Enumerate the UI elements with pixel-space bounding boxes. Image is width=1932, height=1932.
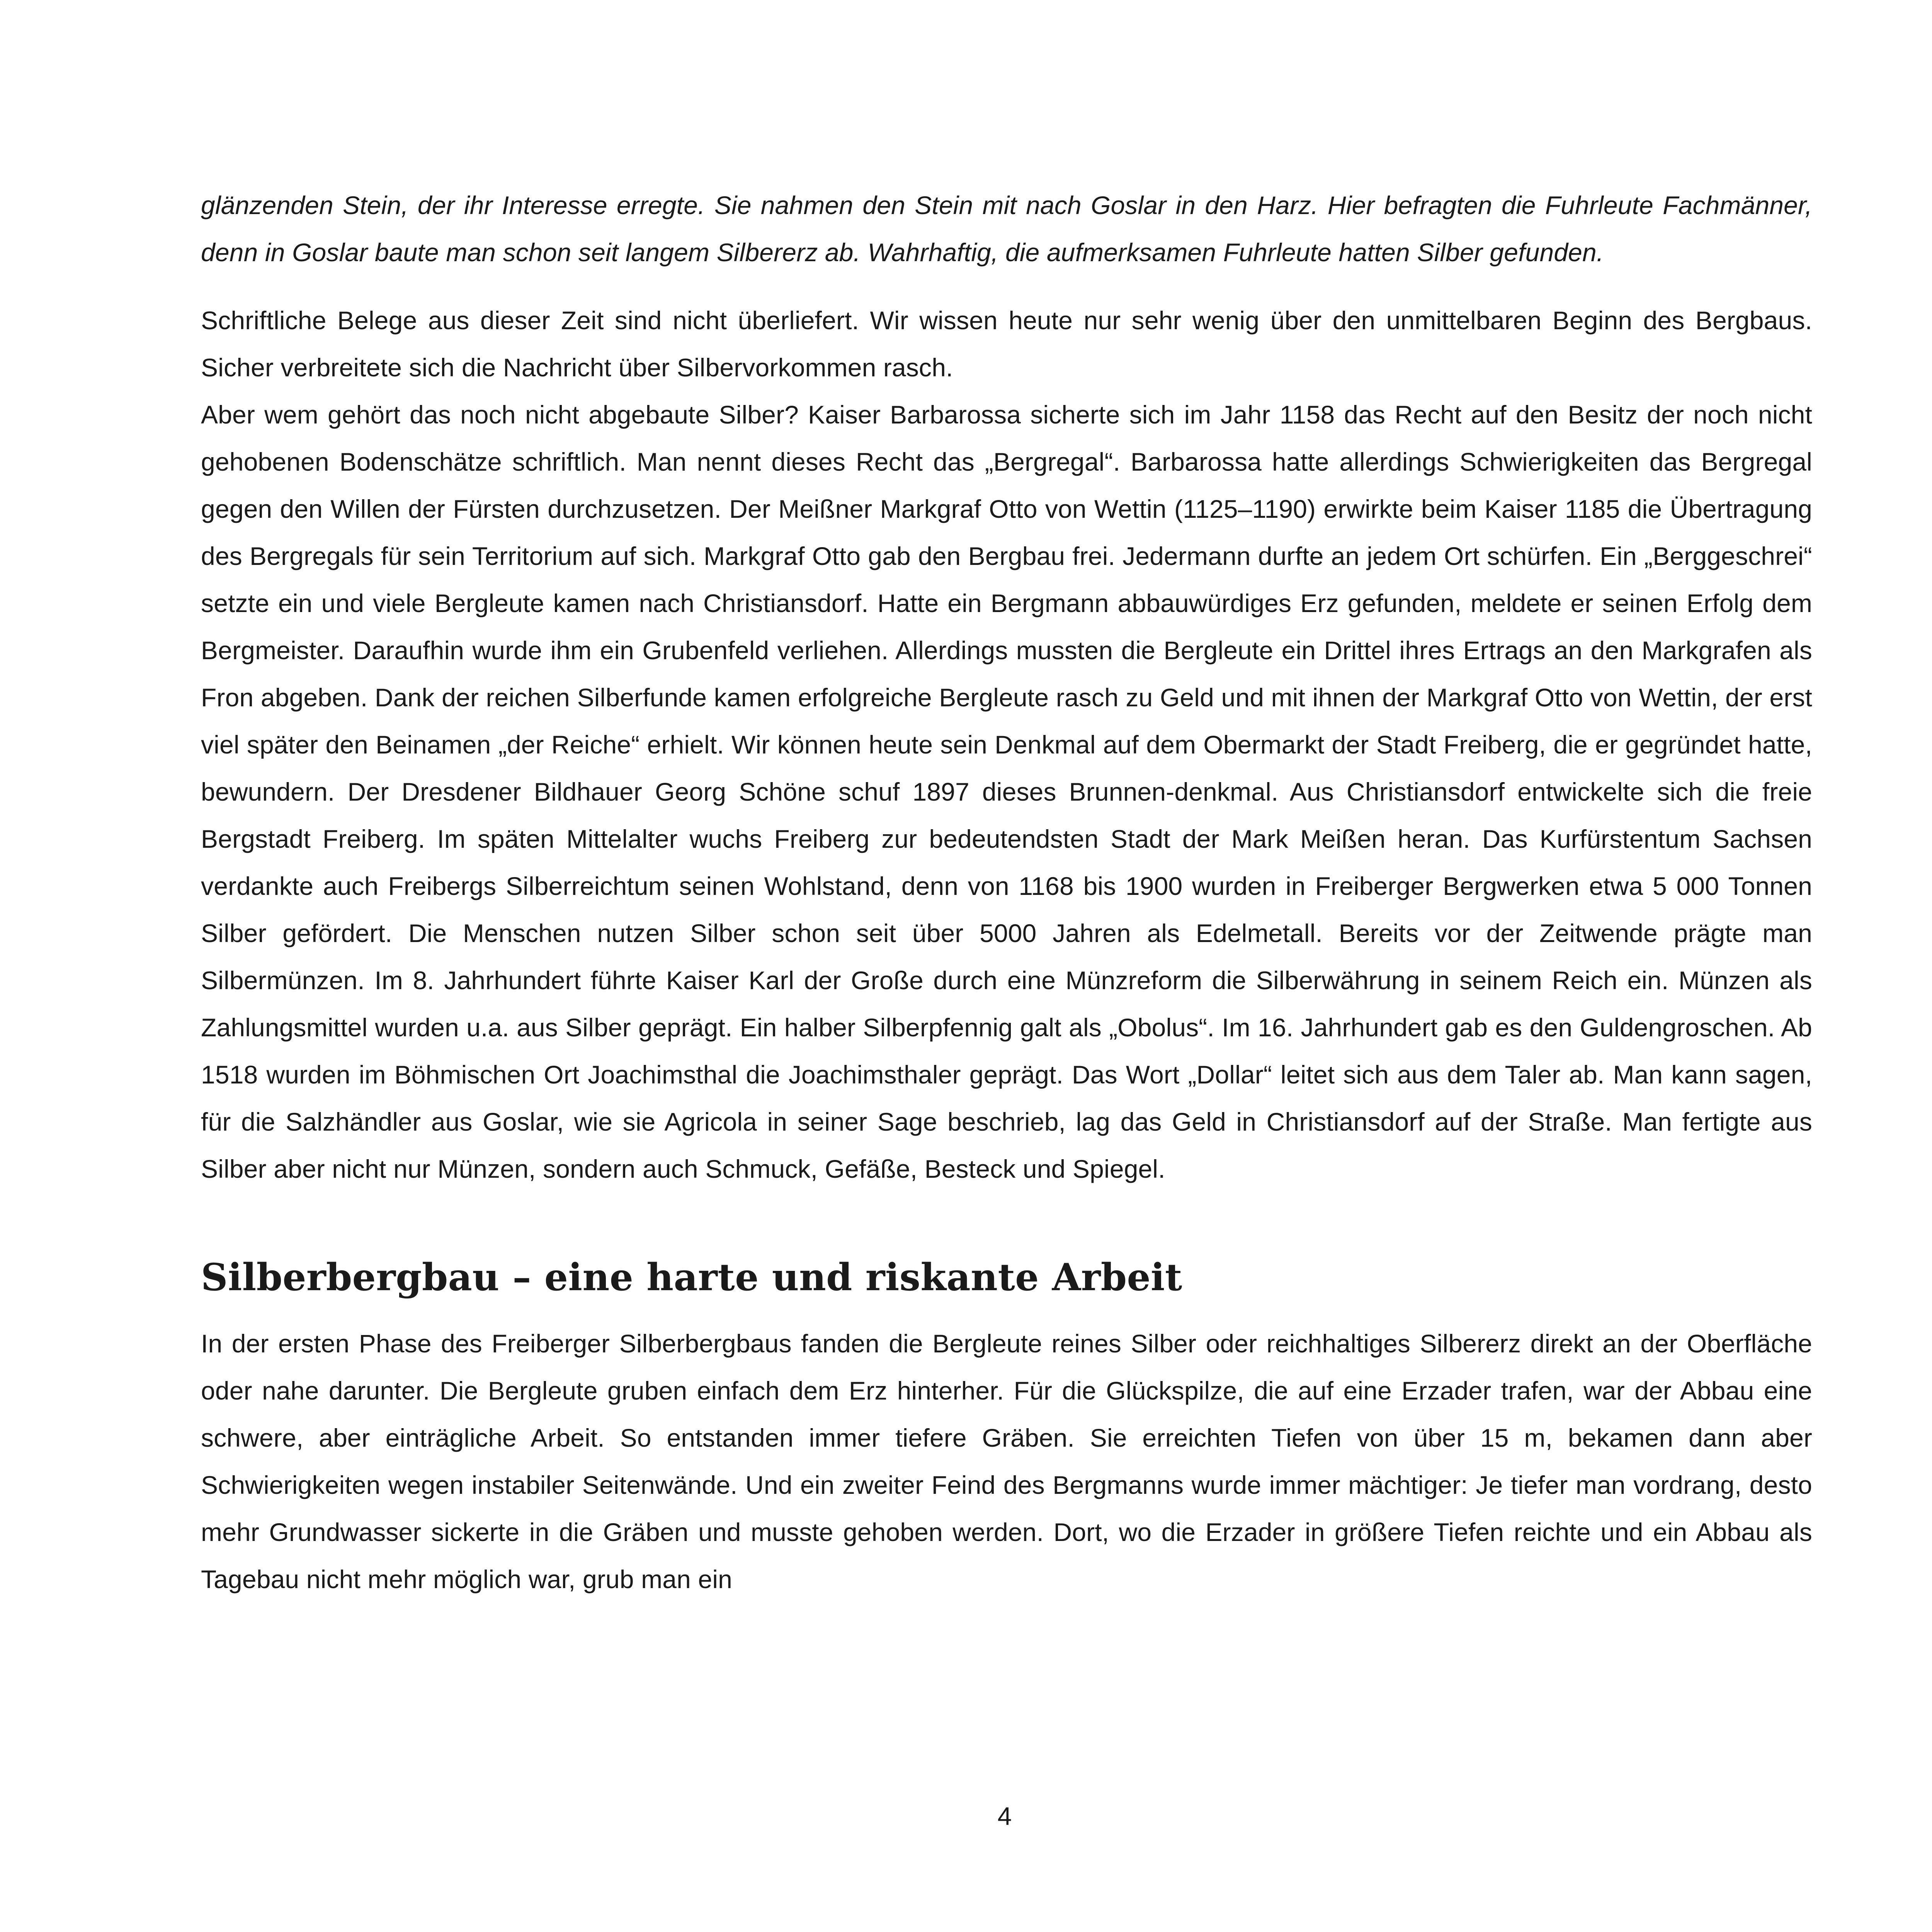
body-paragraph-sources: Schriftliche Belege aus dieser Zeit sind nicht überliefert. Wir wissen heute nur sehr wenig über den unmittelbaren Beginn des Bergbaus. Sicher verbreitete sich die Nachricht über Silbervorkommen rasch. [201,306,1812,382]
section-heading: Silberbergbau – eine harte und riskante Arbeit [201,1255,1182,1299]
page-number: 4 [997,1802,1012,1830]
body-paragraph-silberbergbau: In der ersten Phase des Freiberger Silberbergbaus fanden die Bergleute reines Silber oder reichhaltiges Silbererz direkt an der Oberfläche oder nahe darunter. Die Bergleute gruben einfach dem Erz hinterher. Für die Glückspilze, die auf eine Erzader trafen, war der Abbau eine schwere, aber einträgliche Arbeit. So entstanden immer tiefere Gräben. Sie erreichten Tiefen von über 15 m, bekamen dann aber Schwierigkeiten wegen instabiler Seitenwände. Und ein zweiter Feind des Bergmanns wurde immer mächtiger: Je tiefer man vordrang, desto mehr Grundwasser sickerte in die Gräben und musste gehoben werden. Dort, wo die Erzader in größere Tiefen reichte und ein Abbau als Tagebau nicht mehr möglich war, grub man ein [201,1329,1812,1594]
body-paragraph-bergregal: Aber wem gehört das noch nicht abgebaute Silber? Kaiser Barbarossa sicherte sich im Jahr 1158 das Recht auf den Besitz der noch nicht gehobenen Bodenschätze schriftlich. Man nennt dieses Recht das „Bergregal“. Barbarossa hatte allerdings Schwierigkeiten das Bergregal gegen den Willen der Fürsten durchzusetzen. Der Meißner Markgraf Otto von Wettin (1125–1190) erwirkte beim Kaiser 1185 die Übertragung des Bergregals für sein Territorium auf sich. Markgraf Otto gab den Bergbau frei. Jedermann durfte an jedem Ort schürfen. Ein „Berggeschrei“ setzte ein und viele Bergleute kamen nach Christiansdorf. Hatte ein Bergmann abbauwürdiges Erz gefunden, meldete er seinen Erfolg dem Bergmeister. Daraufhin wurde ihm ein Grubenfeld verliehen. Allerdings mussten die Bergleute ein Drittel ihres Ertrags an den Markgrafen als Fron abgeben. Dank der reichen Silberfunde kamen erfolgreiche Bergleute rasch zu Geld und mit ihnen der Markgraf Otto von Wettin, der erst viel später den Beinamen „der Reiche“ erhielt. Wir können heute sein Denkmal auf dem Obermarkt der Stadt Freiberg, die er gegründet hatte, bewundern. Der Dresdener Bildhauer Georg Schöne schuf 1897 dieses Brunnen-denkmal. Aus Christiansdorf entwickelte sich die freie Bergstadt Freiberg. Im späten Mittelalter wuchs Freiberg zur bedeutendsten Stadt der Mark Meißen heran. Das Kurfürstentum Sachsen verdankte auch Freibergs Silberreichtum seinen Wohlstand, denn von 1168 bis 1900 wurden in Freiberger Bergwerken etwa 5 000 Tonnen Silber gefördert. Die Menschen nutzen Silber schon seit über 5000 Jahren als Edelmetall. Bereits vor der Zeitwende prägte man Silbermünzen. Im 8. Jahrhundert führte Kaiser Karl der Große durch eine Münzreform die Silberwährung in seinem Reich ein. Münzen als Zahlungsmittel wurden u.a. aus Silber geprägt. Ein halber Silberpfennig galt als „Obolus“. Im 16. Jahrhundert gab es den Guldengroschen. Ab 1518 wurden im Böhmischen Ort Joachimsthal die Joachimsthaler geprägt. Das Wort „Dollar“ leitet sich aus dem Taler ab. Man kann sagen, für die Salzhändler aus Goslar, wie sie Agricola in seiner Sage beschrieb, lag das Geld in Christiansdorf auf der Straße. Man fertigte aus Silber aber nicht nur Münzen, sondern auch Schmuck, Gefäße, Besteck und Spiegel. [201,400,1812,1183]
page-content [201,182,1812,1603]
paragraph-spacer [201,276,1812,297]
intro-italic-paragraph: glänzenden Stein, der ihr Interesse erregte. Sie nahmen den Stein mit nach Goslar in den Harz. Hier befragten die Fuhrleute Fachmänner, denn in Goslar baute man schon seit langem Silbererz ab. Wahrhaftig, die aufmerksamen Fuhrleute hatten Silber gefunden. [201,191,1812,267]
